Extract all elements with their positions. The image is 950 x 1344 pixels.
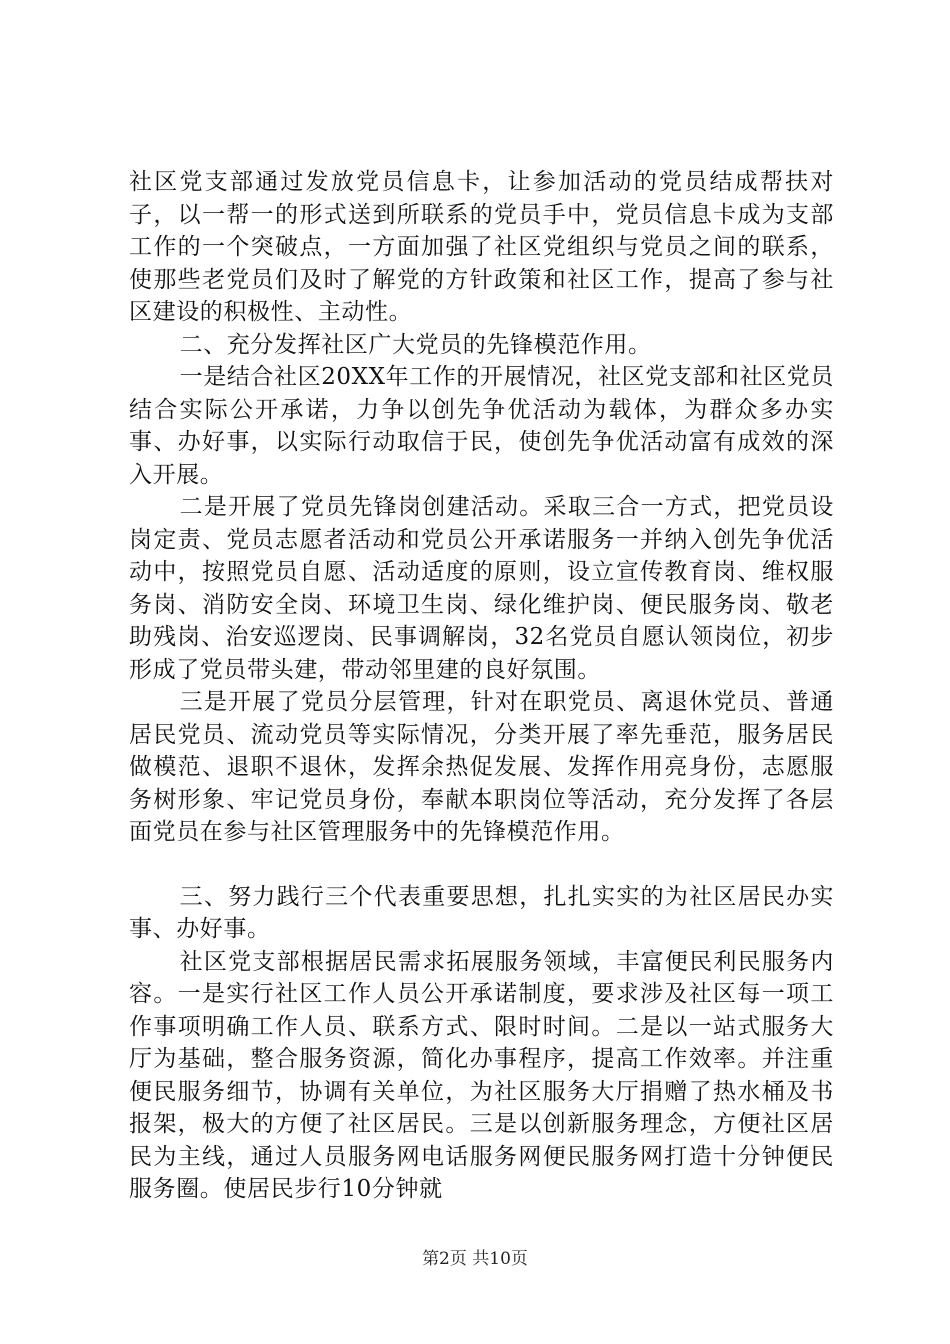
- section-heading-2: 二、充分发挥社区广大党员的先锋模范作用。: [179, 331, 652, 358]
- section-heading-3: 三、努力践行三个代表重要思想，扎扎实实的为社区居民办实事、办好事。: [129, 883, 834, 942]
- paragraph-item-3: 三是开展了党员分层管理，针对在职党员、离退休党员、普通居民党员、流动党员等实际情况，分类开展了率先垂范，服务居民做模范、退职不退休，发挥余热促发展、发挥作用亮身份，志愿服务树形象、牢记党员身份，奉献本职岗位等活动，充分发挥了各层面党员在参与社区管理服务中的先锋模范作用。: [129, 689, 834, 845]
- page-number-footer: 第2页 共10页: [422, 1249, 528, 1269]
- paragraph-services: 社区党支部根据居民需求拓展服务领域，丰富便民利民服务内容。一是实行社区工作人员公开承诺制度，要求涉及社区每一项工作事项明确工作人员、联系方式、限时时间。二是以一站式服务大厅为基础，整合服务资源，简化办事程序，提高工作效率。并注重便民服务细节，协调有关单位，为社区服务大厅捐赠了热水桶及书报架，极大的方便了社区居民。三是以创新服务理念，方便社区居民为主线，通过人员服务网电话服务网便民服务网打造十分钟便民服务圈。使居民步行10分钟就: [129, 948, 834, 1202]
- document-body: [129, 166, 834, 1206]
- paragraph-item-1: 一是结合社区20XX年工作的开展情况，社区党支部和社区党员结合实际公开承诺，力争以创先争优活动为载体，为群众多办实事、办好事，以实际行动取信于民，使创先争优活动富有成效的深入开展。: [129, 364, 835, 488]
- paragraph-item-2: 二是开展了党员先锋岗创建活动。采取三合一方式，把党员设岗定责、党员志愿者活动和党员公开承诺服务一并纳入创先争优活动中，按照党员自愿、活动适度的原则，设立宣传教育岗、维权服务岗、消防安全岗、环境卫生岗、绿化维护岗、便民服务岗、敬老助残岗、治安巡逻岗、民事调解岗，32名党员自愿认领岗位，初步形成了党员带头建，带动邻里建的良好氛围。: [129, 494, 834, 683]
- paragraph-continuation: 社区党支部通过发放党员信息卡，让参加活动的党员结成帮扶对子，以一帮一的形式送到所联系的党员手中，党员信息卡成为支部工作的一个突破点，一方面加强了社区党组织与党员之间的联系，使那些老党员们及时了解党的方针政策和社区工作，提高了参与社区建设的积极性、主动性。: [129, 169, 834, 325]
